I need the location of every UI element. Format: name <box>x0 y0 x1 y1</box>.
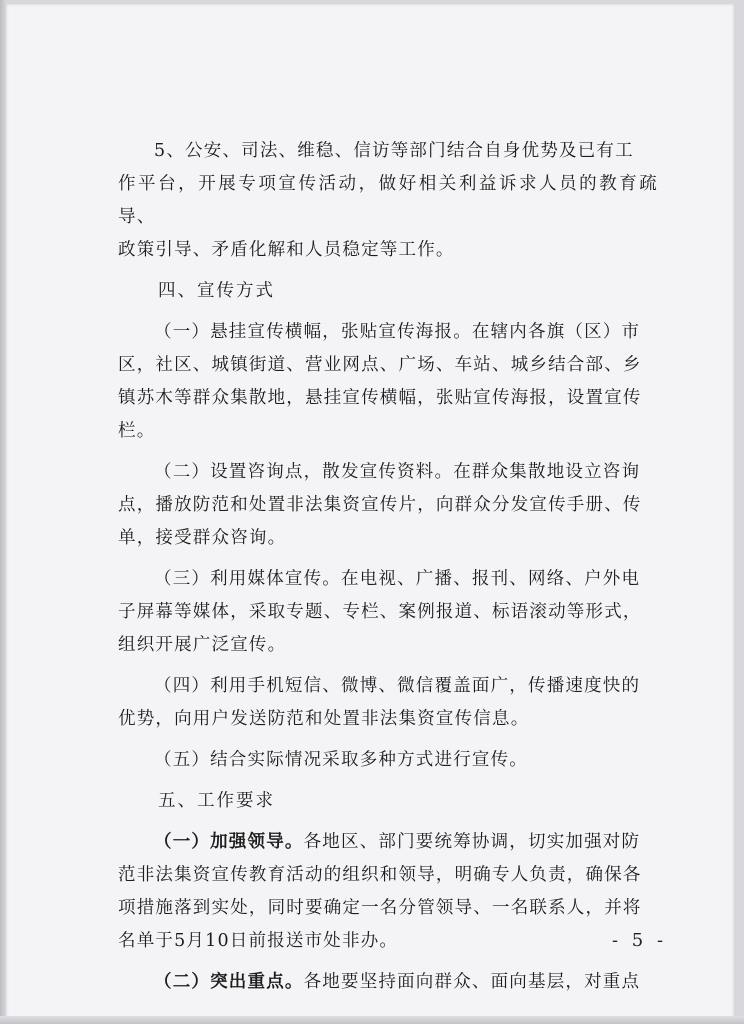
paragraph-highlight-focus <box>118 966 658 999</box>
paragraph-public-security <box>118 135 658 267</box>
text-line: 项措施落到实处，同时要确定一名分管领导、一名联系人，并将 <box>118 898 642 918</box>
paragraph-method-consultation <box>118 456 658 555</box>
section-heading-work-requirements: 五、工作要求 <box>158 791 275 811</box>
text-line: 作平台，开展专项宣传活动，做好相关利益诉求人员的教育疏导、 <box>118 174 658 227</box>
text-line: 名单于5月10日前报送市处非办。 <box>118 931 399 951</box>
paragraph-method-media <box>118 563 658 662</box>
text-line: 范非法集资宣传教育活动的组织和领导，明确专人负责，确保各 <box>118 865 642 885</box>
text-run: 各地要坚持面向群众、面向基层，对重点 <box>303 972 641 992</box>
paragraph-strengthen-leadership <box>118 826 658 958</box>
bold-lead: （二）突出重点。 <box>154 972 304 992</box>
text-line: 栏。 <box>118 421 156 441</box>
text-line: 镇苏木等群众集散地，悬挂宣传横幅，张贴宣传海报，设置宣传 <box>118 388 642 408</box>
text-line <box>118 966 658 999</box>
section-heading-publicity-methods: 四、宣传方式 <box>158 281 275 301</box>
text-line <box>118 826 658 859</box>
text-line: 子屏幕等媒体，采取专题、专栏、案例报道、标语滚动等形式， <box>118 602 642 622</box>
text-line: （五）结合实际情况采取多种方式进行宣传。 <box>154 750 528 770</box>
paragraph-method-multiple <box>118 744 658 777</box>
text-line: 单，接受群众咨询。 <box>118 528 287 548</box>
text-line: （一）悬挂宣传横幅，张贴宣传海报。在辖内各旗（区）市 <box>154 322 641 342</box>
paragraph-method-banners <box>118 316 658 448</box>
text-run: 各地区、部门要统筹协调，切实加强对防 <box>303 832 641 852</box>
text-line: 5、公安、司法、维稳、信访等部门结合自身优势及已有工 <box>154 141 634 161</box>
text-line: 组织开展广泛宣传。 <box>118 635 287 655</box>
text-line: （四）利用手机短信、微博、微信覆盖面广，传播速度快的 <box>154 676 641 696</box>
document-body <box>118 135 658 1007</box>
text-line: （二）设置咨询点，散发宣传资料。在群众集散地设立咨询 <box>154 462 641 482</box>
bold-lead: （一）加强领导。 <box>154 832 304 852</box>
text-line: 政策引导、矛盾化解和人员稳定等工作。 <box>118 240 455 260</box>
text-line: 优势，向用户发送防范和处置非法集资宣传信息。 <box>118 709 530 729</box>
text-line: （三）利用媒体宣传。在电视、广播、报刊、网络、户外电 <box>154 569 641 589</box>
scan-edge-bottom <box>0 1016 744 1024</box>
page-number: - 5 - <box>612 930 668 951</box>
text-line: 点，播放防范和处置非法集资宣传片，向群众分发宣传手册、传 <box>118 495 642 515</box>
text-line: 区，社区、城镇街道、营业网点、广场、车站、城乡结合部、乡 <box>118 355 642 375</box>
paragraph-method-mobile <box>118 670 658 736</box>
